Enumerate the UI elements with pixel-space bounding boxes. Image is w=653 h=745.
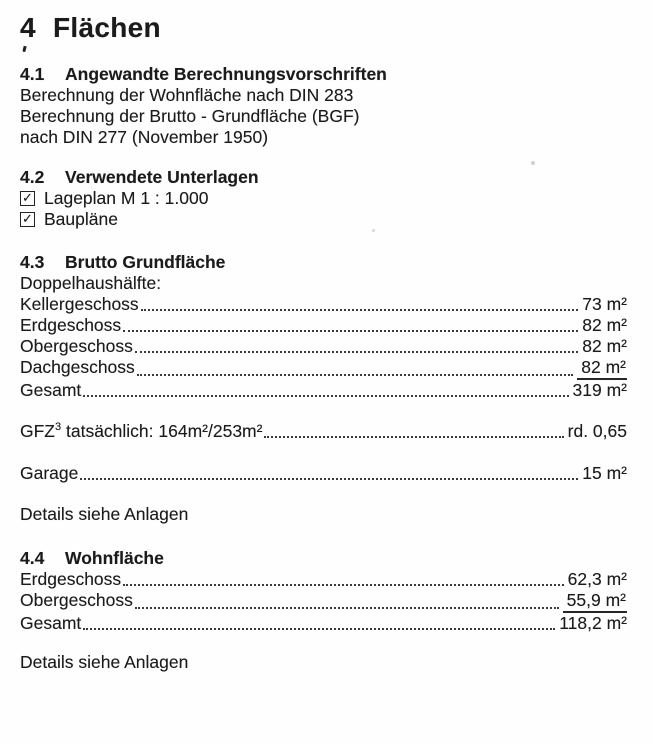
table-row-gesamt-wf xyxy=(20,613,627,634)
row-label: Gesamt xyxy=(20,380,82,400)
body-line: Berechnung der Wohnfläche nach DIN 283 xyxy=(20,85,354,105)
table-row-gesamt xyxy=(20,380,627,401)
row-value: 82 m² xyxy=(582,315,627,335)
row-value-underlined: 55,9 m² xyxy=(563,590,627,613)
row-label: Kellergeschoss xyxy=(20,294,139,314)
chapter-number: 4 xyxy=(20,12,36,43)
gfz-superscript: 3 xyxy=(55,421,62,434)
section-title: Angewandte Berechnungsvorschriften xyxy=(65,64,387,84)
section-heading xyxy=(20,548,627,569)
section-number: 4.3 xyxy=(20,252,45,272)
row-label: Obergeschoss xyxy=(20,590,133,610)
dotted-leader xyxy=(123,584,564,586)
row-value: 15 m² xyxy=(582,463,627,483)
dotted-leader xyxy=(141,309,579,311)
table-row-garage xyxy=(20,463,627,484)
details-note: Details siehe Anlagen xyxy=(20,652,189,672)
section-brutto-grundflaeche xyxy=(20,252,627,525)
section-number: 4.1 xyxy=(20,64,45,84)
row-label: Garage xyxy=(20,463,79,483)
section-number: 4.2 xyxy=(20,167,45,187)
scan-mark xyxy=(22,46,26,53)
check-glyph: ✓ xyxy=(22,190,33,205)
row-label: Erdgeschoss xyxy=(20,569,122,589)
checkbox-checked-icon xyxy=(20,191,35,206)
table-row-erdgeschoss xyxy=(20,315,627,336)
section-title: Wohnfläche xyxy=(65,548,164,568)
dotted-leader xyxy=(80,478,578,480)
row-value-underlined: 82 m² xyxy=(577,357,627,380)
row-value: 118,2 m² xyxy=(559,613,627,633)
page-title xyxy=(20,13,627,43)
scan-speck xyxy=(531,161,535,165)
dotted-leader xyxy=(137,374,573,376)
checklist-label: Baupläne xyxy=(44,209,118,229)
row-label: Erdgeschoss xyxy=(20,315,122,335)
table-row-obergeschoss xyxy=(20,336,627,357)
dotted-leader xyxy=(123,330,578,332)
section-wohnflaeche xyxy=(20,548,627,673)
subtitle: Doppelhaushälfte: xyxy=(20,273,162,293)
table-row-gfz xyxy=(20,421,627,442)
section-number: 4.4 xyxy=(20,548,45,568)
dotted-leader xyxy=(83,395,568,397)
section-heading xyxy=(20,252,627,273)
dotted-leader xyxy=(135,351,578,353)
table-row-erdgeschoss-wf xyxy=(20,569,627,590)
gfz-prefix: GFZ xyxy=(20,421,55,441)
row-value: 82 m² xyxy=(582,336,627,356)
row-label: Obergeschoss xyxy=(20,336,133,356)
scan-speck xyxy=(372,229,375,232)
section-title: Verwendete Unterlagen xyxy=(65,167,259,187)
table-row-dachgeschoss xyxy=(20,357,627,380)
check-glyph: ✓ xyxy=(22,211,33,226)
checklist-label: Lageplan M 1 : 1.000 xyxy=(44,188,209,208)
body-line: nach DIN 277 (November 1950) xyxy=(20,127,269,147)
row-value: rd. 0,65 xyxy=(567,421,627,441)
body-line: Berechnung der Brutto - Grundfläche (BGF) xyxy=(20,106,360,126)
row-value: 73 m² xyxy=(582,294,627,314)
row-label xyxy=(20,421,262,442)
section-title: Brutto Grundfläche xyxy=(65,252,226,272)
section-heading xyxy=(20,167,627,188)
section-unterlagen xyxy=(20,167,627,230)
table-row-kellergeschoss xyxy=(20,294,627,315)
row-label: Gesamt xyxy=(20,613,82,633)
section-berechnungsvorschriften xyxy=(20,64,627,148)
dotted-leader xyxy=(135,607,559,609)
checkbox-checked-icon xyxy=(20,212,35,227)
gfz-rest: tatsächlich: 164m²/253m² xyxy=(61,421,263,441)
page-title-text: Flächen xyxy=(53,12,161,43)
dotted-leader xyxy=(264,436,563,438)
table-row-obergeschoss-wf xyxy=(20,590,627,613)
row-label: Dachgeschoss xyxy=(20,357,135,377)
details-note: Details siehe Anlagen xyxy=(20,504,189,524)
checklist-item-lageplan xyxy=(20,188,627,209)
section-heading xyxy=(20,64,627,85)
dotted-leader xyxy=(83,628,555,630)
row-value: 319 m² xyxy=(572,380,627,400)
checklist-item-bauplaene xyxy=(20,209,627,230)
row-value: 62,3 m² xyxy=(567,569,627,589)
